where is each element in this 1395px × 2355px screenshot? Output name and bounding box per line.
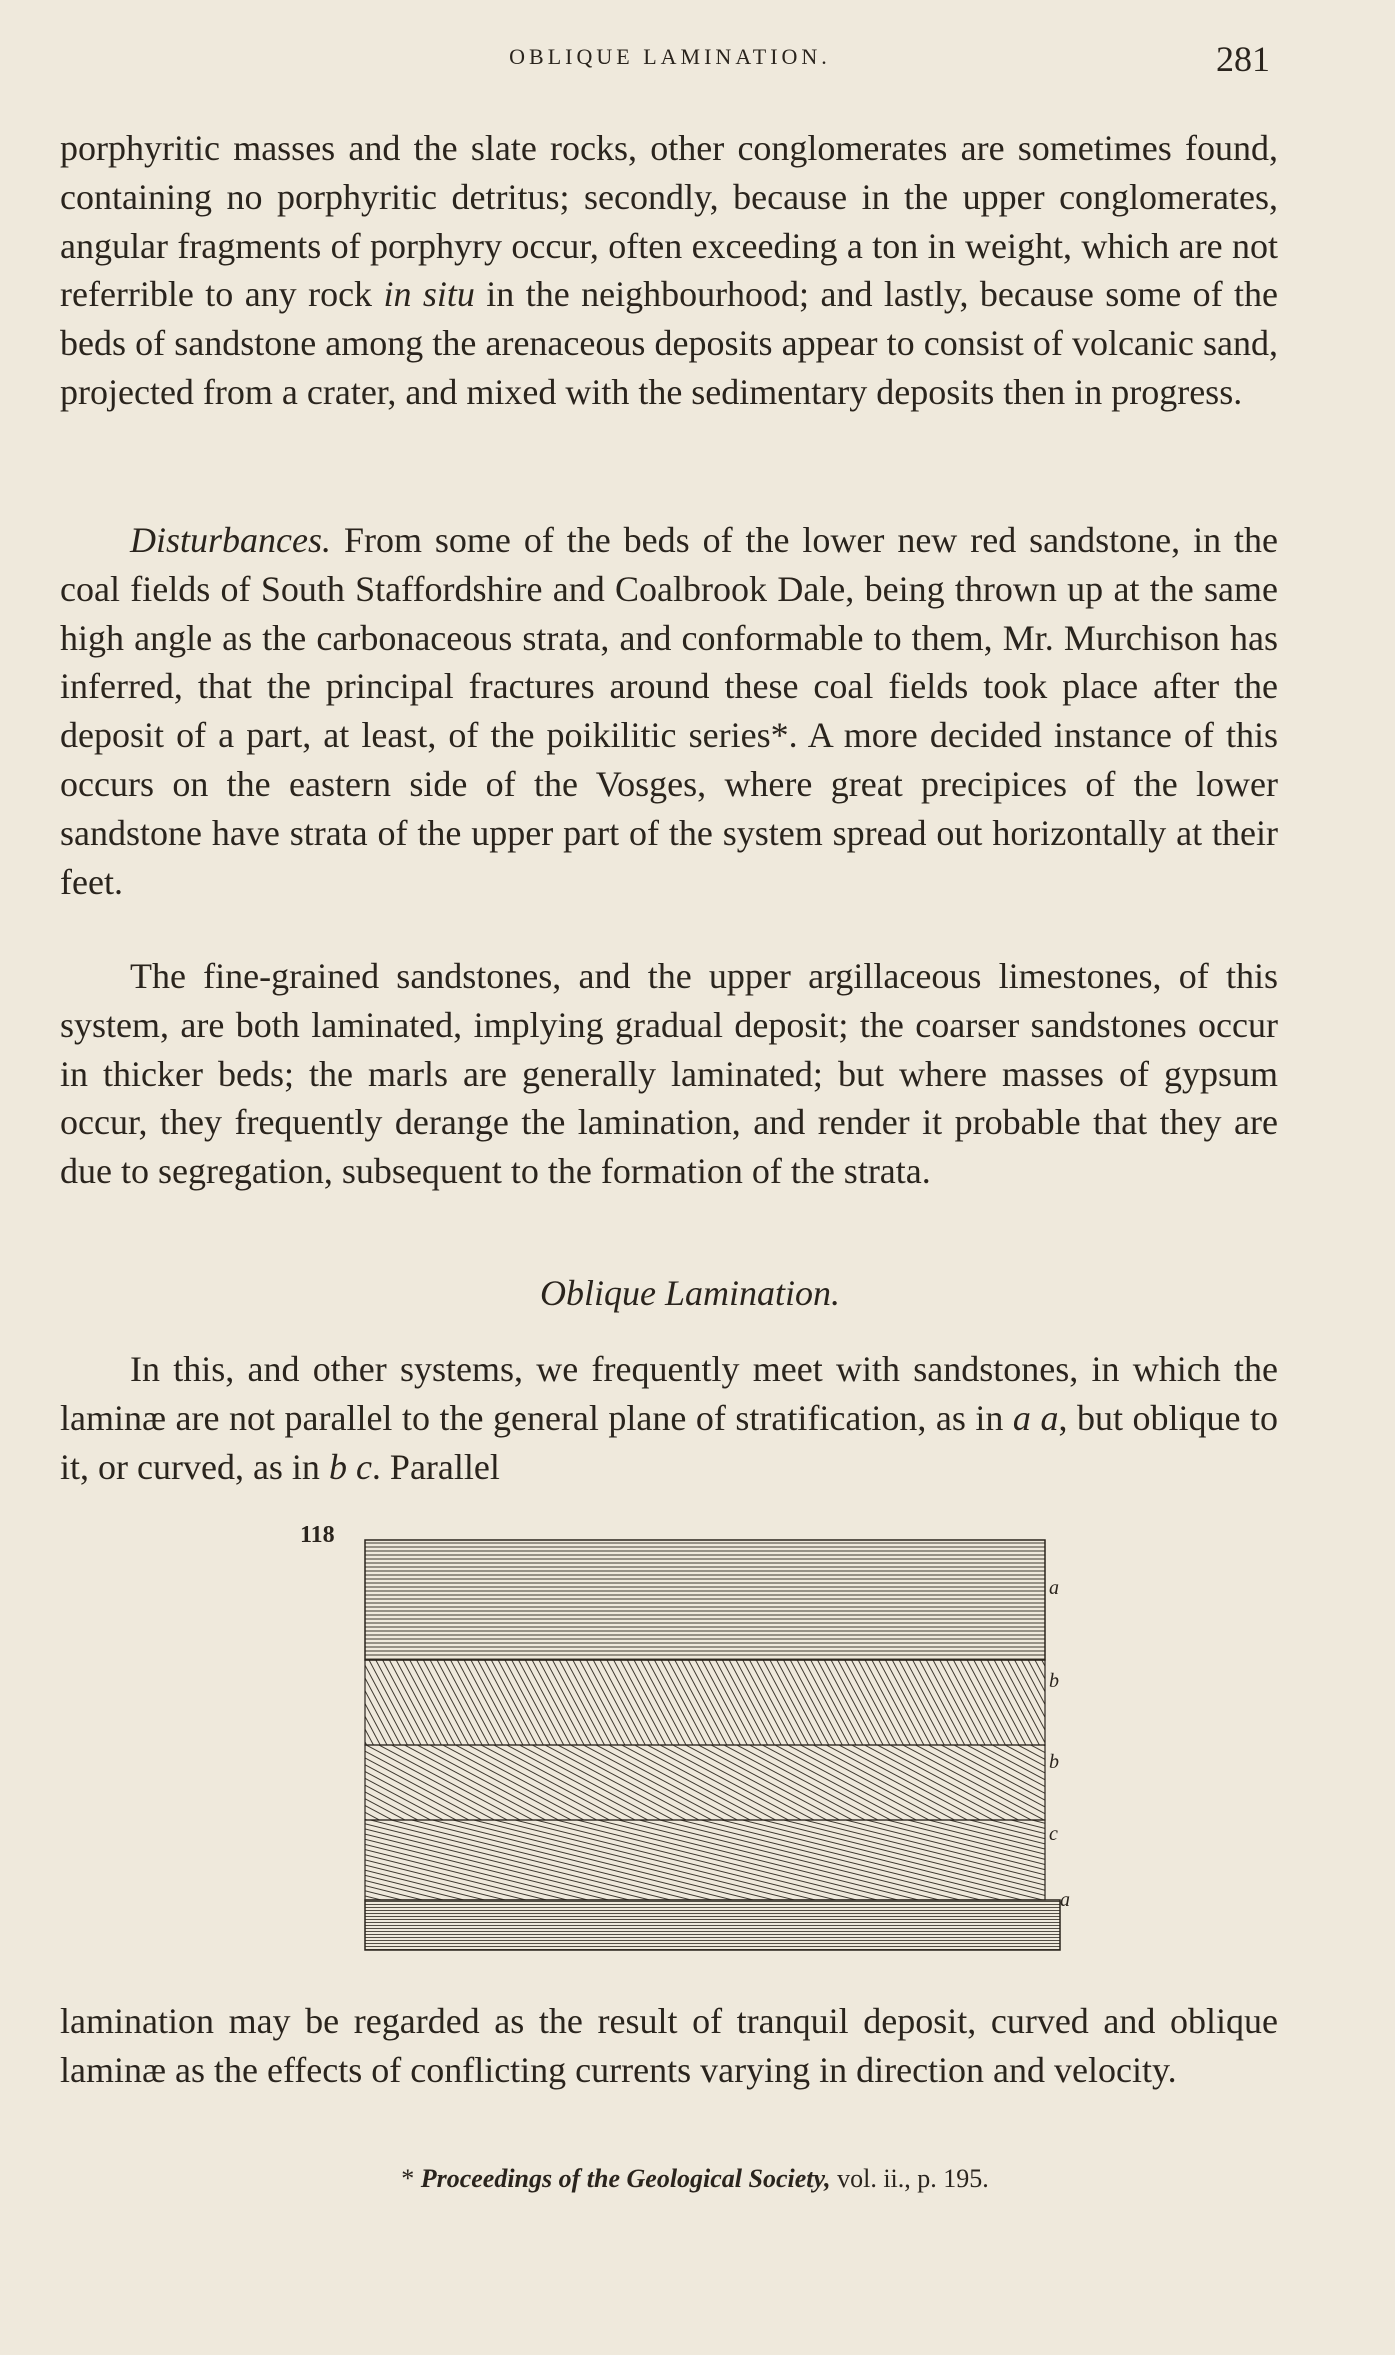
lamination-figure xyxy=(355,1525,1095,1965)
paragraph-text: lamination may be regarded as the result of tranquil deposit, curved and oblique laminæ as the effects of conflicting currents varying in direction and velocity. xyxy=(60,2001,1278,2090)
paragraph-disturbances xyxy=(60,516,1278,906)
figure-label-a-bottom: a xyxy=(1060,1889,1070,1911)
footnote xyxy=(60,2164,1330,2194)
page-number: 281 xyxy=(1216,39,1270,79)
paragraph-oblique-intro xyxy=(60,1345,1278,1491)
paragraph-label: Disturbances. xyxy=(130,520,331,560)
italic-phrase: in situ xyxy=(383,274,475,315)
italic-phrase: b c xyxy=(328,1446,372,1487)
footnote-reference: vol. ii., p. 195. xyxy=(830,2164,989,2193)
paragraph-sandstones xyxy=(60,952,1278,1196)
strata-engraving xyxy=(355,1525,1095,1965)
figure-label-b-upper: b xyxy=(1049,1670,1059,1692)
paragraph-text: . Parallel xyxy=(371,1446,500,1487)
figure-label-b-lower: b xyxy=(1049,1751,1059,1773)
paragraph-text: , but oblique to it, or curved, as in xyxy=(60,1397,1279,1487)
paragraph-text: In this, and other systems, we frequently meet with sandstones, in which the laminæ are not parallel to the general plane of stratification, as in xyxy=(60,1349,1278,1438)
figure-label-c: c xyxy=(1049,1823,1058,1845)
stratum-oblique-curved xyxy=(365,1745,1045,1820)
figure-number: 118 xyxy=(300,1522,335,1548)
paragraph-text: porphyritic masses and the slate rocks, other conglomerates are sometimes found, containing no porphyritic detritus; secondly, because in the upper conglomerates, angular fragments of porphyry occur, often exceeding a ton in weight, which are not referrible to any rock xyxy=(60,128,1278,315)
paragraph-text: The fine-grained sandstones, and the upper argillaceous limestones, of this system, are both laminated, implying gradual deposit; the coarser sandstones occur in thicker beds; the marls are generally laminated; but where masses of gypsum occur, they frequently derange the lamination, and render it probable that they are due to segregation, subsequent to the formation of the strata. xyxy=(60,956,1278,1192)
paragraph-lamination xyxy=(60,1997,1278,2095)
italic-phrase: a a xyxy=(1012,1397,1059,1438)
paragraph-text: in the neighbourhood; and lastly, because some of the beds of sandstone among the arenaceous deposits appear to consist of volcanic sand, projected from a crater, and mixed with the sedimentary deposits then in progress. xyxy=(60,274,1278,412)
footnote-marker: * xyxy=(401,2164,421,2193)
stratum-oblique-steep xyxy=(365,1660,1045,1745)
running-head: OBLIQUE LAMINATION. xyxy=(509,44,831,69)
paragraph-porphyritic xyxy=(60,124,1278,417)
stratum-parallel-top xyxy=(365,1540,1045,1660)
stratum-oblique-gentle xyxy=(365,1820,1045,1900)
stratum-parallel-bottom xyxy=(365,1900,1060,1950)
footnote-source-title: Proceedings of the Geological Society, xyxy=(420,2164,831,2193)
paragraph-text: From some of the beds of the lower new red sandstone, in the coal fields of South Staffordshire and Coalbrook Dale, being thrown up at the same high angle as the carbonaceous strata, and conformable to them, Mr. Murchison has inferred, that the principal fractures around these coal fields took place after the deposit of a part, at least, of the poikilitic series*. A more decided instance of this occurs on the eastern side of the Vosges, where great precipices of the lower sandstone have strata of the upper part of the system spread out horizontally at their feet. xyxy=(60,520,1278,902)
section-heading: Oblique Lamination. xyxy=(539,1273,840,1313)
figure-label-a-top: a xyxy=(1049,1577,1059,1599)
